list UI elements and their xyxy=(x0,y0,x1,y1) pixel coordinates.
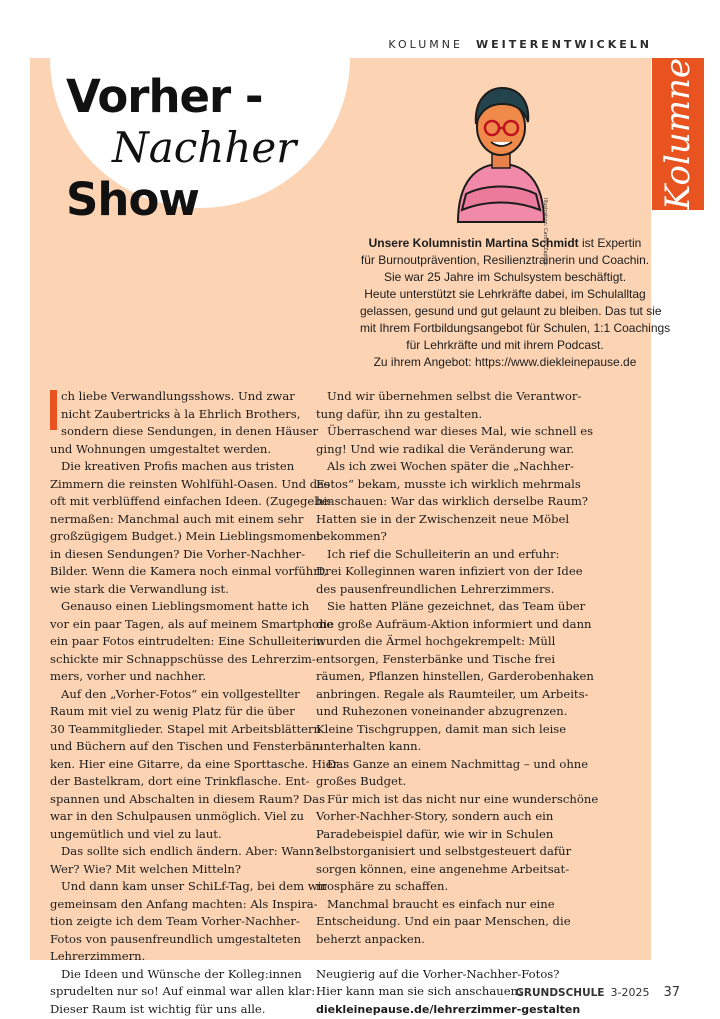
text-line: die große Aufräum-Aktion informiert und dann xyxy=(316,616,592,631)
text-line: Paradebeispiel dafür, wie wir in Schulen xyxy=(316,826,554,841)
text-line: Drei Kolleginnen waren infiziert von der Idee xyxy=(316,564,583,578)
text-line: großes Budget. xyxy=(316,774,407,788)
text-line: Bilder. Wenn die Kamera noch einmal vorführt, xyxy=(50,564,328,578)
text-line: Raum mit viel zu wenig Platz für die über xyxy=(50,704,295,718)
header-topic: WEITERENTWICKELN xyxy=(475,38,652,51)
text-line: schickte mir Schnappschüsse des Lehrerzim- xyxy=(50,651,316,666)
text-line: oft mit verblüffend einfachen Ideen. (Zugegebe- xyxy=(50,494,333,508)
text-line: Genauso einen Lieblingsmoment hatte ich xyxy=(61,599,310,613)
title-line-2: Nachher xyxy=(112,123,297,172)
text-line: ch liebe Verwandlungsshows. Und zwar xyxy=(61,389,295,403)
header-section: KOLUMNE xyxy=(388,38,463,51)
kolumne-tab-label: Kolumne xyxy=(658,58,698,210)
kolumne-tab xyxy=(652,58,704,210)
text-line: ungemütlich und viel zu laut. xyxy=(50,826,222,841)
author-name: Unsere Kolumnistin Martina Schmidt xyxy=(368,236,579,250)
text-line: Zimmern die reinsten Wohlfühl-Oasen. Und das xyxy=(50,476,331,491)
text-line: mosphäre zu schaffen. xyxy=(316,879,449,893)
text-line: nermaßen: Manchmal auch mit einem sehr xyxy=(50,511,304,526)
text-line: Das Ganze an einem Nachmittag – und ohne xyxy=(327,756,589,771)
text-line: des pausenfreundlichen Lehrerzimmers. xyxy=(316,581,555,596)
title-line-1: Vorher - xyxy=(66,70,263,123)
text-line: anbringen. Regale als Raumteiler, um Arbeits- xyxy=(316,686,589,701)
text-line: war in den Schulpausen unmöglich. Viel zu xyxy=(50,809,304,823)
article-title xyxy=(66,70,297,226)
text-line: Vorher-Nachher-Story, sondern auch ein xyxy=(316,809,554,823)
text-line: Lehrerzimmern. xyxy=(50,949,146,963)
text-line: Kleine Tischgruppen, damit man sich leise xyxy=(316,721,567,736)
text-line: in diesen Sendungen? Die Vorher-Nachher- xyxy=(50,546,306,561)
text-line: Neugierig auf die Vorher-Nachher-Fotos? xyxy=(316,966,560,981)
text-line: vor ein paar Tagen, als auf meinem Smartphone xyxy=(50,616,334,631)
bio-first-line: ist Expertin xyxy=(578,236,642,250)
text-line: Ich rief die Schulleiterin an und erfuhr: xyxy=(327,546,560,561)
text-line: Sie hatten Pläne gezeichnet, das Team über xyxy=(327,599,586,613)
text-line: 30 Teammitglieder. Stapel mit Arbeitsblättern xyxy=(50,721,321,736)
text-line: Entscheidung. Und ein paar Menschen, die xyxy=(316,914,571,928)
bio-line: mit Ihrem Fortbildungsangebot für Schulen, 1:1 Coachings xyxy=(360,321,671,335)
text-line: nicht Zaubertricks à la Ehrlich Brothers, xyxy=(61,406,301,421)
bio-line: gelassen, gesund und gut gelaunt zu bleiben. Das tut sie xyxy=(360,304,662,318)
text-line: sorgen können, eine angenehme Arbeitsat- xyxy=(316,861,570,876)
page-footer xyxy=(515,985,680,1000)
author-bio xyxy=(360,235,671,371)
article-link[interactable]: diekleinepause.de/lehrerzimmer-gestalten xyxy=(316,1002,581,1016)
text-line: tion zeigte ich dem Team Vorher-Nachher- xyxy=(50,914,300,928)
magazine-name: GRUNDSCHULE xyxy=(515,987,605,999)
text-line: Auf den „Vorher-Fotos“ ein vollgestellter xyxy=(61,686,300,701)
bio-line: für Burnoutprävention, Resilienztrainerin und Coachin. xyxy=(360,253,650,267)
bio-line xyxy=(360,235,650,252)
text-line: Die Ideen und Wünsche der Kolleg:innen xyxy=(61,966,302,981)
text-line: Das sollte sich endlich ändern. Aber: Wann? xyxy=(61,844,321,858)
bio-line: für Lehrkräfte und mit ihrem Podcast. xyxy=(406,338,604,352)
text-line: beherzt anpacken. xyxy=(316,931,425,946)
text-line: Fotos“ bekam, musste ich wirklich mehrmals xyxy=(316,476,581,491)
text-line: Für mich ist das nicht nur eine wunderschöne xyxy=(327,791,599,806)
text-line: gemeinsam den Anfang machten: Als Inspira- xyxy=(50,896,318,911)
text-line: räumen, Pflanzen hinstellen, Garderobenhaken xyxy=(316,669,594,683)
text-line: der Bastelkram, dort eine Trinkflasche. Ent- xyxy=(50,774,310,788)
text-line: selbstorganisiert und selbstgesteuert dafür xyxy=(316,844,572,858)
text-line: spannen und Abschalten in diesem Raum? Das xyxy=(50,791,326,806)
illustration-credit: Illustration: Carolin Zapanc xyxy=(542,198,548,266)
text-line: entsorgen, Fensterbänke und Tische frei xyxy=(316,651,556,666)
text-line xyxy=(316,948,586,966)
text-line: mers, vorher und nachher. xyxy=(50,669,207,683)
article-column-left xyxy=(50,388,339,1018)
text-line: sondern diese Sendungen, in denen Häuser xyxy=(61,424,319,438)
text-line: und Ruhezonen voneinander abzugrenzen. xyxy=(316,704,568,718)
text-line: Fotos von pausenfreundlich umgestalteten xyxy=(50,931,302,946)
text-line: Als ich zwei Wochen später die „Nachher- xyxy=(327,459,574,473)
text-line: unterhalten kann. xyxy=(316,739,422,753)
text-line: und Büchern auf den Tischen und Fensterbän- xyxy=(50,739,324,753)
text-line: Überraschend war dieses Mal, wie schnell es xyxy=(327,424,594,438)
text-line: Hier kann man sie sich anschauen: xyxy=(316,984,522,998)
text-line: ging! Und wie radikal die Veränderung war. xyxy=(316,441,575,456)
text-line: hinschauen: War das wirklich derselbe Raum? xyxy=(316,494,589,508)
header-kolumne xyxy=(388,38,652,51)
title-line-3: Show xyxy=(66,173,199,226)
text-line: Die kreativen Profis machen aus tristen xyxy=(61,459,295,473)
text-line: ken. Hier eine Gitarre, da eine Sporttasche. Hier xyxy=(50,756,339,771)
text-line: bekommen? xyxy=(316,529,387,543)
article-column-right xyxy=(316,388,599,1018)
text-line: Hatten sie in der Zwischenzeit neue Möbel xyxy=(316,511,570,526)
bio-line: Sie war 25 Jahre im Schulsystem beschäftigt. xyxy=(383,270,627,284)
issue-number: 3-2025 xyxy=(610,986,650,999)
text-line: wie stark die Verwandlung ist. xyxy=(50,581,229,596)
text-line: Wer? Wie? Mit welchen Mitteln? xyxy=(50,861,241,876)
bio-line: Heute unterstützt sie Lehrkräfte dabei, im Schulalltag xyxy=(364,287,646,301)
text-line: Und wir übernehmen selbst die Verantwor- xyxy=(327,389,582,403)
bio-line: Zu ihrem Angebot: https://www.diekleinepause.de xyxy=(373,355,637,369)
text-line: Manchmal braucht es einfach nur eine xyxy=(327,896,555,911)
text-line: wurden die Ärmel hochgekrempelt: Müll xyxy=(316,634,556,648)
text-line: großzügigem Budget.) Mein Lieblingsmoment xyxy=(50,529,322,543)
text-line: sprudelten nur so! Auf einmal war allen klar: xyxy=(50,984,316,998)
text-line: Dieser Raum ist wichtig für uns alle. xyxy=(50,1001,266,1016)
page-number: 37 xyxy=(663,985,680,1000)
text-line: Und dann kam unser SchiLf-Tag, bei dem wir xyxy=(61,879,327,893)
text-line: und Wohnungen umgestaltet werden. xyxy=(50,441,272,456)
text-line: ein paar Fotos eintrudelten: Eine Schulleiterin xyxy=(50,634,324,648)
text-line: tung dafür, ihn zu gestalten. xyxy=(316,406,483,421)
